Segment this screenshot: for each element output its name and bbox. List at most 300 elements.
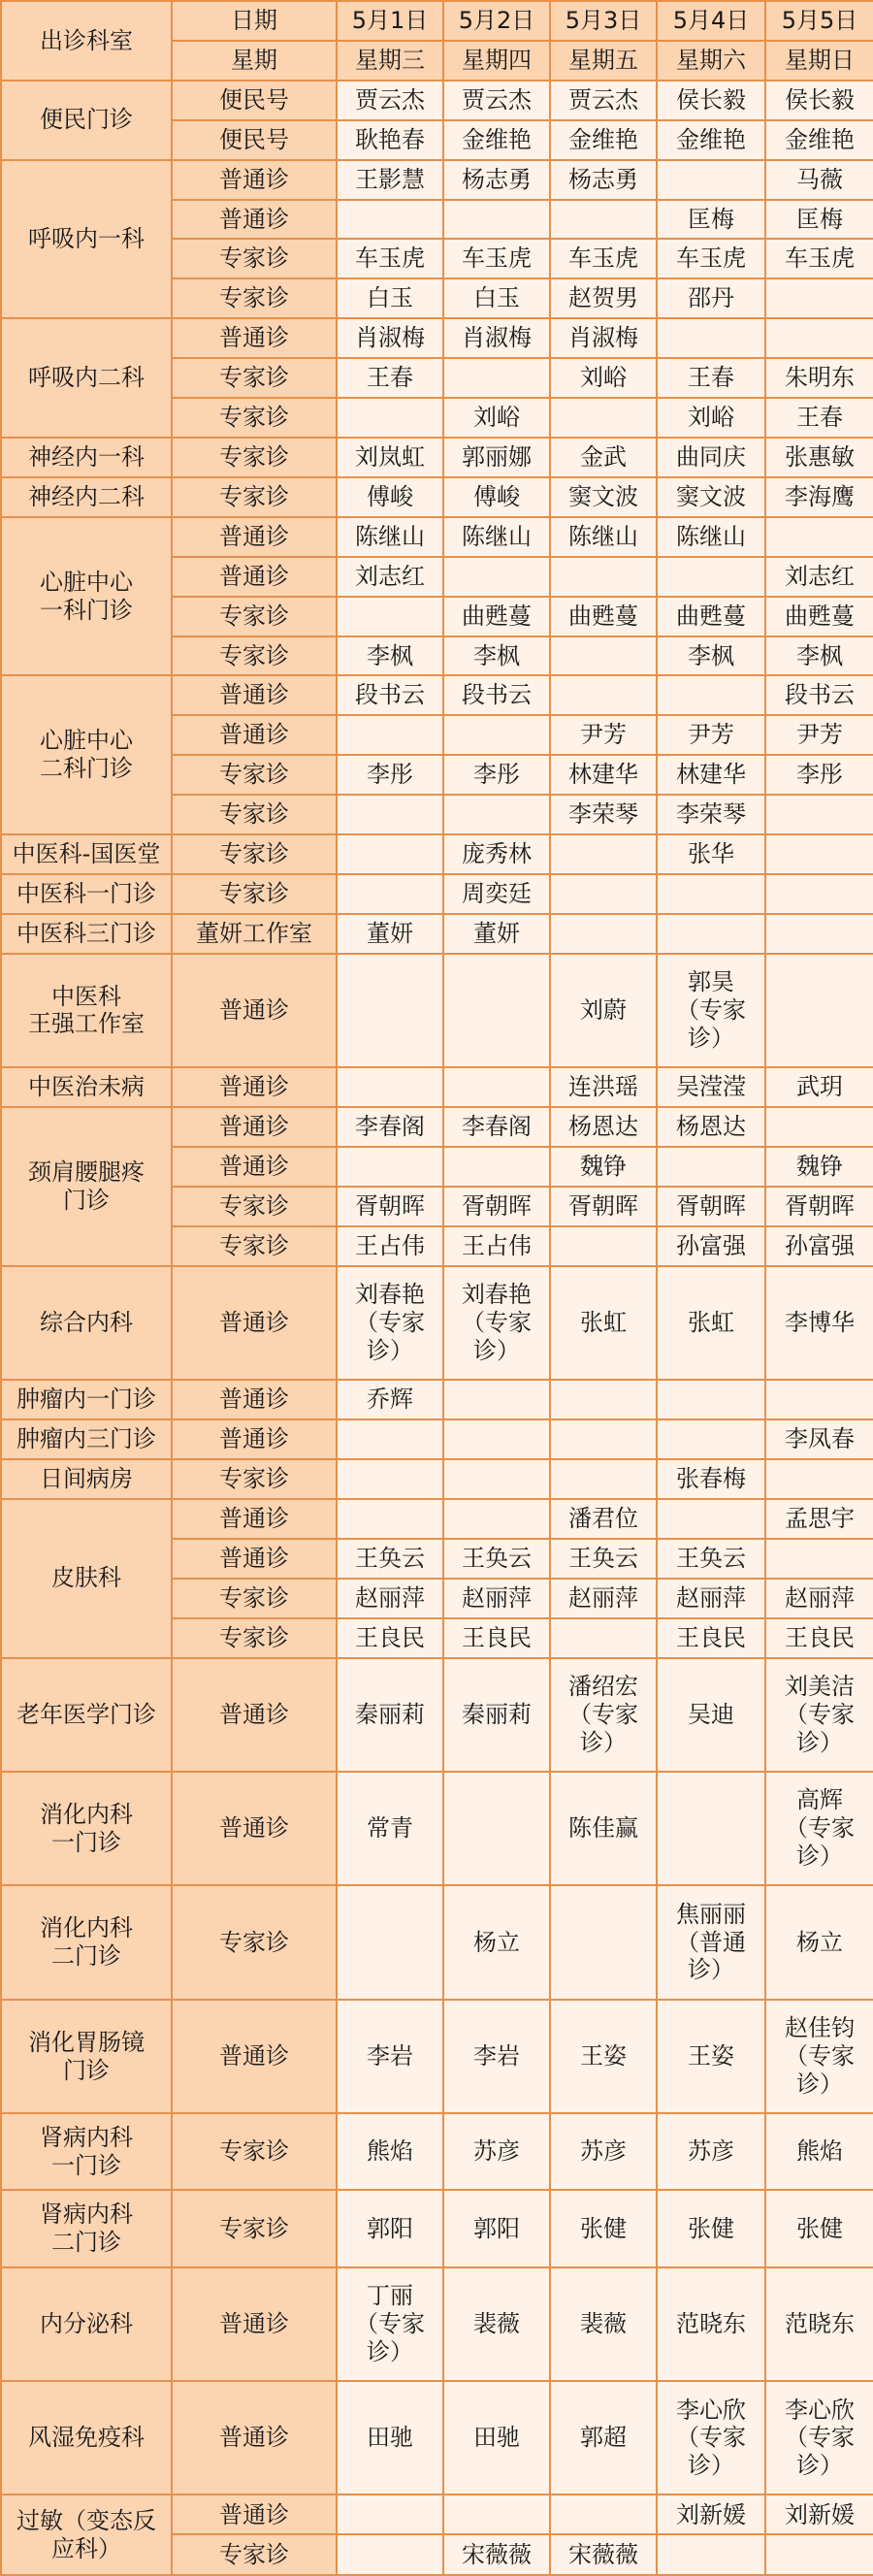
clinic-type: 董妍工作室	[172, 914, 337, 954]
doctor-cell	[657, 675, 765, 715]
doctor-cell: 白玉	[337, 278, 443, 318]
schedule-row	[1, 2267, 873, 2381]
doctor-cell: 车玉虎	[443, 239, 550, 278]
doctor-cell: 傅峻	[337, 477, 443, 517]
schedule-row	[1, 1885, 873, 1999]
doctor-cell	[550, 557, 657, 597]
department-name: 心脏中心 一科门诊	[1, 517, 172, 676]
doctor-cell: 杨立	[765, 1885, 873, 1999]
department-name: 便民门诊	[1, 81, 172, 160]
doctor-cell: 赵丽萍	[657, 1579, 765, 1618]
clinic-type: 专家诊	[172, 1618, 337, 1658]
doctor-cell	[657, 874, 765, 914]
doctor-cell: 庞秀林	[443, 834, 550, 874]
doctor-cell: 张健	[550, 2190, 657, 2266]
doctor-cell: 陈继山	[443, 517, 550, 557]
doctor-cell: 贾云杰	[550, 81, 657, 120]
clinic-type: 便民号	[172, 120, 337, 160]
doctor-cell: 李春阁	[443, 1107, 550, 1147]
doctor-cell: 杨恩达	[657, 1107, 765, 1147]
department-name: 消化内科 一门诊	[1, 1772, 172, 1885]
schedule-body	[1, 1, 873, 2575]
doctor-cell: 张健	[765, 2190, 873, 2266]
doctor-cell: 邵丹	[657, 278, 765, 318]
doctor-cell: 尹芳	[765, 715, 873, 755]
doctor-cell: 宋薇薇	[443, 2534, 550, 2575]
doctor-cell: 刘峪	[443, 398, 550, 438]
clinic-type: 专家诊	[172, 438, 337, 477]
clinic-type: 专家诊	[172, 239, 337, 278]
doctor-cell	[657, 2534, 765, 2575]
doctor-cell: 秦丽莉	[337, 1658, 443, 1772]
doctor-cell	[765, 1539, 873, 1579]
doctor-cell: 王春	[337, 358, 443, 398]
doctor-cell: 胥朝晖	[443, 1187, 550, 1226]
doctor-cell: 李心欣 （专家诊）	[657, 2381, 765, 2494]
schedule-row	[1, 2190, 873, 2266]
doctor-cell: 刘志红	[337, 557, 443, 597]
doctor-cell: 郭昊 （专家诊）	[657, 954, 765, 1067]
doctor-cell: 王良民	[657, 1618, 765, 1658]
doctor-cell	[443, 954, 550, 1067]
doctor-cell	[550, 636, 657, 676]
schedule-row	[1, 1658, 873, 1772]
corner-label: 出诊科室	[1, 1, 172, 81]
clinic-type: 普通诊	[172, 1499, 337, 1539]
department-name: 皮肤科	[1, 1499, 172, 1658]
doctor-cell: 王良民	[765, 1618, 873, 1658]
doctor-cell: 杨立	[443, 1885, 550, 1999]
doctor-cell	[337, 715, 443, 755]
doctor-cell: 胥朝晖	[657, 1187, 765, 1226]
schedule-row	[1, 1499, 873, 1539]
doctor-cell	[657, 1380, 765, 1419]
department-name: 肾病内科 二门诊	[1, 2190, 172, 2266]
doctor-cell: 林建华	[657, 755, 765, 795]
doctor-cell: 赵丽萍	[765, 1579, 873, 1618]
date-label: 日期	[172, 1, 337, 41]
date-header: 5月2日	[443, 1, 550, 41]
doctor-cell	[337, 2534, 443, 2575]
schedule-row	[1, 1419, 873, 1459]
doctor-cell: 李枫	[657, 636, 765, 676]
doctor-cell	[337, 834, 443, 874]
schedule-row	[1, 517, 873, 557]
doctor-cell: 范晓东	[657, 2267, 765, 2381]
doctor-cell: 李枫	[337, 636, 443, 676]
doctor-cell: 魏铮	[550, 1147, 657, 1187]
doctor-cell	[443, 715, 550, 755]
department-name: 肿瘤内三门诊	[1, 1419, 172, 1459]
doctor-cell: 刘春艳 （专家诊）	[337, 1266, 443, 1380]
doctor-cell: 秦丽莉	[443, 1658, 550, 1772]
doctor-cell: 杨恩达	[550, 1107, 657, 1147]
doctor-cell: 车玉虎	[337, 239, 443, 278]
doctor-cell	[657, 1147, 765, 1187]
doctor-cell: 陈继山	[550, 517, 657, 557]
weekday-header: 星期四	[443, 41, 550, 81]
doctor-cell: 胥朝晖	[550, 1187, 657, 1226]
department-name: 呼吸内一科	[1, 160, 172, 319]
doctor-cell: 王占伟	[337, 1226, 443, 1266]
doctor-cell	[443, 200, 550, 240]
doctor-cell: 王姿	[550, 2000, 657, 2113]
doctor-cell: 王奂云	[657, 1539, 765, 1579]
clinic-type: 普通诊	[172, 2381, 337, 2494]
department-name: 中医科-国医堂	[1, 834, 172, 874]
doctor-cell	[550, 1226, 657, 1266]
doctor-cell	[550, 1618, 657, 1658]
department-name: 中医科 王强工作室	[1, 954, 172, 1067]
doctor-cell: 郭超	[550, 2381, 657, 2494]
doctor-cell: 张华	[657, 834, 765, 874]
doctor-cell	[550, 398, 657, 438]
clinic-type: 专家诊	[172, 636, 337, 676]
doctor-cell	[443, 1380, 550, 1419]
doctor-cell: 熊焰	[765, 2113, 873, 2190]
clinic-type: 普通诊	[172, 1380, 337, 1419]
clinic-type: 普通诊	[172, 1419, 337, 1459]
doctor-cell: 王奂云	[550, 1539, 657, 1579]
doctor-cell	[765, 318, 873, 358]
department-name: 心脏中心 二科门诊	[1, 675, 172, 834]
doctor-cell	[765, 795, 873, 834]
clinic-type: 专家诊	[172, 1579, 337, 1618]
department-name: 老年医学门诊	[1, 1658, 172, 1772]
doctor-cell	[657, 318, 765, 358]
doctor-cell: 杨志勇	[550, 160, 657, 200]
doctor-cell: 吴迪	[657, 1658, 765, 1772]
doctor-cell: 孙富强	[657, 1226, 765, 1266]
clinic-type: 普通诊	[172, 2000, 337, 2113]
doctor-cell: 马薇	[765, 160, 873, 200]
doctor-cell: 刘新媛	[657, 2494, 765, 2534]
doctor-cell: 潘君位	[550, 1499, 657, 1539]
clinic-type: 便民号	[172, 81, 337, 120]
schedule-row	[1, 477, 873, 517]
doctor-cell: 尹芳	[657, 715, 765, 755]
doctor-cell: 焦丽丽 （普通诊）	[657, 1885, 765, 1999]
doctor-cell	[337, 1147, 443, 1187]
department-name: 消化胃肠镜 门诊	[1, 2000, 172, 2113]
weekday-header: 星期六	[657, 41, 765, 81]
doctor-cell: 刘春艳 （专家诊）	[443, 1266, 550, 1380]
doctor-cell	[337, 1419, 443, 1459]
schedule-row	[1, 1380, 873, 1419]
clinic-type: 普通诊	[172, 517, 337, 557]
clinic-type: 普通诊	[172, 200, 337, 240]
doctor-cell: 肖淑梅	[337, 318, 443, 358]
clinic-type: 专家诊	[172, 398, 337, 438]
department-name: 过敏（变态反 应科）	[1, 2494, 172, 2575]
doctor-cell: 尹芳	[550, 715, 657, 755]
doctor-cell: 郭丽娜	[443, 438, 550, 477]
schedule-row	[1, 2494, 873, 2534]
schedule-row	[1, 874, 873, 914]
doctor-cell: 李岩	[443, 2000, 550, 2113]
doctor-cell	[550, 2494, 657, 2534]
clinic-type: 专家诊	[172, 1226, 337, 1266]
doctor-cell: 李彤	[337, 755, 443, 795]
clinic-type: 专家诊	[172, 2190, 337, 2266]
doctor-cell	[337, 597, 443, 636]
doctor-cell: 常青	[337, 1772, 443, 1885]
clinic-type: 普通诊	[172, 715, 337, 755]
doctor-cell: 李心欣 （专家诊）	[765, 2381, 873, 2494]
doctor-cell: 车玉虎	[550, 239, 657, 278]
doctor-cell: 赵丽萍	[550, 1579, 657, 1618]
doctor-cell	[443, 2494, 550, 2534]
doctor-cell	[765, 914, 873, 954]
department-name: 中医科一门诊	[1, 874, 172, 914]
doctor-cell: 田驰	[443, 2381, 550, 2494]
department-name: 风湿免疫科	[1, 2381, 172, 2494]
doctor-cell	[443, 1067, 550, 1107]
weekday-header: 星期日	[765, 41, 873, 81]
department-name: 综合内科	[1, 1266, 172, 1380]
doctor-cell	[443, 1419, 550, 1459]
schedule-row	[1, 1266, 873, 1380]
doctor-cell	[550, 1380, 657, 1419]
date-header: 5月3日	[550, 1, 657, 41]
doctor-cell: 李荣琴	[550, 795, 657, 834]
doctor-cell: 张惠敏	[765, 438, 873, 477]
doctor-cell: 孟思宇	[765, 1499, 873, 1539]
doctor-cell	[443, 1499, 550, 1539]
doctor-cell	[657, 914, 765, 954]
doctor-cell: 杨志勇	[443, 160, 550, 200]
doctor-cell: 陈继山	[657, 517, 765, 557]
doctor-cell	[765, 874, 873, 914]
clinic-type: 专家诊	[172, 2534, 337, 2575]
doctor-cell: 金维艳	[765, 120, 873, 160]
doctor-cell	[765, 278, 873, 318]
department-name: 中医科三门诊	[1, 914, 172, 954]
doctor-cell	[443, 1147, 550, 1187]
doctor-cell: 潘绍宏 （专家诊）	[550, 1658, 657, 1772]
doctor-cell	[443, 1772, 550, 1885]
doctor-cell: 段书云	[765, 675, 873, 715]
doctor-cell: 金维艳	[443, 120, 550, 160]
doctor-cell	[657, 1419, 765, 1459]
doctor-cell: 曲甦蔓	[657, 597, 765, 636]
clinic-type: 普通诊	[172, 675, 337, 715]
date-header: 5月1日	[337, 1, 443, 41]
doctor-cell: 苏彦	[550, 2113, 657, 2190]
doctor-cell: 金武	[550, 438, 657, 477]
doctor-cell: 侯长毅	[657, 81, 765, 120]
clinic-type: 专家诊	[172, 874, 337, 914]
doctor-cell: 田驰	[337, 2381, 443, 2494]
clinic-type: 普通诊	[172, 1658, 337, 1772]
doctor-cell: 刘峪	[657, 398, 765, 438]
department-name: 肾病内科 一门诊	[1, 2113, 172, 2190]
doctor-cell	[657, 160, 765, 200]
clinic-type: 专家诊	[172, 597, 337, 636]
doctor-cell: 周奕廷	[443, 874, 550, 914]
doctor-cell: 赵丽萍	[443, 1579, 550, 1618]
clinic-type: 普通诊	[172, 1107, 337, 1147]
clinic-type: 普通诊	[172, 160, 337, 200]
doctor-cell	[765, 2534, 873, 2575]
doctor-cell	[337, 1885, 443, 1999]
date-header: 5月4日	[657, 1, 765, 41]
doctor-cell: 张虹	[550, 1266, 657, 1380]
doctor-cell: 贾云杰	[443, 81, 550, 120]
doctor-cell: 熊焰	[337, 2113, 443, 2190]
doctor-cell: 赵丽萍	[337, 1579, 443, 1618]
weekday-label: 星期	[172, 41, 337, 81]
clinic-type: 专家诊	[172, 755, 337, 795]
doctor-cell	[765, 517, 873, 557]
clinic-type: 普通诊	[172, 2494, 337, 2534]
doctor-cell: 张健	[657, 2190, 765, 2266]
doctor-cell	[337, 1067, 443, 1107]
doctor-cell: 王占伟	[443, 1226, 550, 1266]
doctor-cell: 丁丽 （专家诊）	[337, 2267, 443, 2381]
clinic-type: 普通诊	[172, 954, 337, 1067]
doctor-cell	[765, 1380, 873, 1419]
weekday-header: 星期三	[337, 41, 443, 81]
department-name: 神经内一科	[1, 438, 172, 477]
doctor-cell: 曲同庆	[657, 438, 765, 477]
clinic-type: 普通诊	[172, 1266, 337, 1380]
doctor-cell: 张春梅	[657, 1459, 765, 1499]
doctor-cell	[657, 1499, 765, 1539]
doctor-cell	[550, 834, 657, 874]
doctor-cell: 高辉 （专家诊）	[765, 1772, 873, 1885]
doctor-cell: 赵贺男	[550, 278, 657, 318]
doctor-cell: 王姿	[657, 2000, 765, 2113]
doctor-cell	[657, 1772, 765, 1885]
schedule-row	[1, 675, 873, 715]
doctor-cell	[337, 795, 443, 834]
doctor-cell: 苏彦	[443, 2113, 550, 2190]
doctor-cell: 车玉虎	[657, 239, 765, 278]
header-date-row	[1, 1, 873, 41]
doctor-cell: 陈继山	[337, 517, 443, 557]
doctor-cell: 孙富强	[765, 1226, 873, 1266]
doctor-cell: 曲甦蔓	[765, 597, 873, 636]
doctor-cell: 白玉	[443, 278, 550, 318]
doctor-cell	[765, 954, 873, 1067]
doctor-cell: 窦文波	[657, 477, 765, 517]
doctor-cell: 李博华	[765, 1266, 873, 1380]
doctor-cell: 郭阳	[443, 2190, 550, 2266]
doctor-cell: 金维艳	[550, 120, 657, 160]
clinic-type: 专家诊	[172, 278, 337, 318]
department-name: 肿瘤内一门诊	[1, 1380, 172, 1419]
doctor-cell	[765, 1459, 873, 1499]
department-name: 日间病房	[1, 1459, 172, 1499]
doctor-cell: 曲甦蔓	[550, 597, 657, 636]
doctor-cell: 裴薇	[550, 2267, 657, 2381]
department-name: 中医治未病	[1, 1067, 172, 1107]
doctor-cell: 傅峻	[443, 477, 550, 517]
doctor-cell: 段书云	[443, 675, 550, 715]
doctor-cell: 范晓东	[765, 2267, 873, 2381]
clinic-type: 普通诊	[172, 2267, 337, 2381]
doctor-cell: 段书云	[337, 675, 443, 715]
department-name: 呼吸内二科	[1, 318, 172, 438]
clinic-type: 普通诊	[172, 557, 337, 597]
schedule-row	[1, 1107, 873, 1147]
doctor-cell: 金维艳	[657, 120, 765, 160]
schedule-row	[1, 318, 873, 358]
doctor-cell	[443, 557, 550, 597]
doctor-cell	[337, 954, 443, 1067]
department-name: 内分泌科	[1, 2267, 172, 2381]
clinic-type: 专家诊	[172, 1187, 337, 1226]
doctor-cell: 匡梅	[765, 200, 873, 240]
schedule-row	[1, 834, 873, 874]
doctor-cell: 李凤春	[765, 1419, 873, 1459]
doctor-cell: 刘蔚	[550, 954, 657, 1067]
doctor-cell	[337, 1459, 443, 1499]
doctor-cell: 王春	[765, 398, 873, 438]
doctor-cell: 贾云杰	[337, 81, 443, 120]
clinic-type: 普通诊	[172, 318, 337, 358]
clinic-type: 普通诊	[172, 1147, 337, 1187]
doctor-cell: 肖淑梅	[443, 318, 550, 358]
doctor-cell	[657, 557, 765, 597]
doctor-cell	[765, 1107, 873, 1147]
doctor-cell	[443, 1459, 550, 1499]
doctor-cell: 刘志红	[765, 557, 873, 597]
doctor-cell: 耿艳春	[337, 120, 443, 160]
doctor-cell: 乔辉	[337, 1380, 443, 1419]
department-name: 颈肩腰腿疼 门诊	[1, 1107, 172, 1266]
schedule-row	[1, 1772, 873, 1885]
doctor-cell: 车玉虎	[765, 239, 873, 278]
doctor-cell: 李岩	[337, 2000, 443, 2113]
date-header: 5月5日	[765, 1, 873, 41]
doctor-cell: 赵佳钧 （专家诊）	[765, 2000, 873, 2113]
doctor-cell	[550, 675, 657, 715]
clinic-type: 普通诊	[172, 1539, 337, 1579]
doctor-cell: 林建华	[550, 755, 657, 795]
schedule-row	[1, 2381, 873, 2494]
doctor-cell	[337, 1499, 443, 1539]
doctor-cell: 匡梅	[657, 200, 765, 240]
doctor-cell: 胥朝晖	[337, 1187, 443, 1226]
doctor-cell: 王奂云	[337, 1539, 443, 1579]
doctor-cell: 吴滢滢	[657, 1067, 765, 1107]
clinic-type: 专家诊	[172, 1459, 337, 1499]
clinic-type: 普通诊	[172, 1772, 337, 1885]
clinic-type: 普通诊	[172, 1067, 337, 1107]
clinic-type: 专家诊	[172, 1885, 337, 1999]
doctor-cell	[443, 795, 550, 834]
doctor-cell: 肖淑梅	[550, 318, 657, 358]
doctor-cell	[550, 200, 657, 240]
clinic-type: 专家诊	[172, 795, 337, 834]
schedule-row	[1, 81, 873, 120]
doctor-cell: 董妍	[443, 914, 550, 954]
doctor-cell	[337, 874, 443, 914]
doctor-cell: 李枫	[765, 636, 873, 676]
schedule-row	[1, 2000, 873, 2113]
clinic-type: 专家诊	[172, 2113, 337, 2190]
doctor-cell: 胥朝晖	[765, 1187, 873, 1226]
doctor-cell	[337, 200, 443, 240]
doctor-cell: 王春	[657, 358, 765, 398]
doctor-cell: 宋薇薇	[550, 2534, 657, 2575]
doctor-cell	[550, 1885, 657, 1999]
doctor-cell: 魏铮	[765, 1147, 873, 1187]
doctor-cell	[550, 874, 657, 914]
doctor-cell: 王良民	[443, 1618, 550, 1658]
